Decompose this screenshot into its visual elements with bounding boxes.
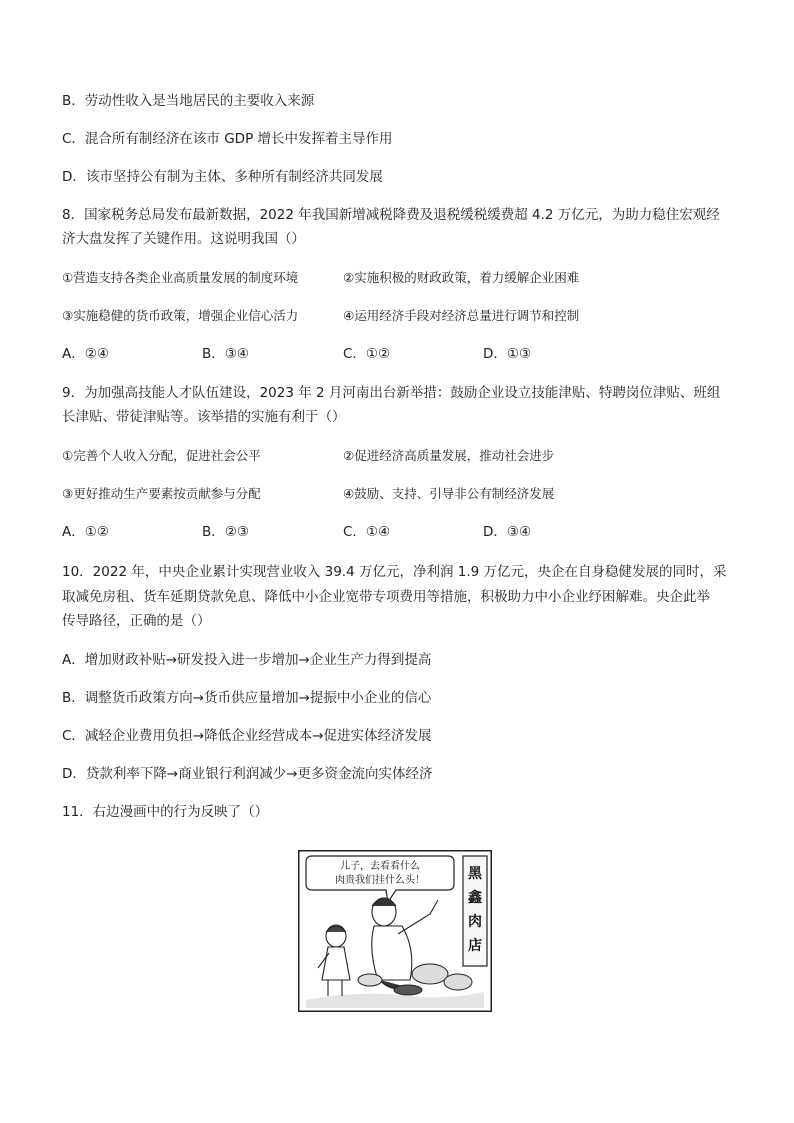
q10-stem-line2: 取减免房租、货车延期贷款免息、降低中小企业宽带专项费用等措施，积极助力中小企业纾困解难。央企此举 <box>62 589 710 605</box>
q8-stem-line1: 8．国家税务总局发布最新数据，2022 年我国新增减税降费及退税缓税缓费超 4.2 万亿元，为助力稳住宏观经 <box>62 207 720 223</box>
speech-line-2: 肉贵我们挂什么头！ <box>335 875 425 886</box>
cartoon-illustration <box>298 850 492 1012</box>
q9-answer-b: B．②③ <box>202 524 249 540</box>
q8-choice-4: ④运用经济手段对经济总量进行调节和控制 <box>343 308 580 323</box>
q8-answer-d: D．①③ <box>483 346 532 362</box>
q10-option-d: D．贷款利率下降→商业银行利润减少→更多资金流向实体经济 <box>62 766 433 782</box>
q9-stem-line1: 9．为加强高技能人才队伍建设，2023 年 2 月河南出台新举措：鼓励企业设立技能津贴、特聘岗位津贴、班组 <box>62 385 721 401</box>
q9-choice-3: ③更好推动生产要素按贡献参与分配 <box>62 486 261 501</box>
q9-choice-1: ①完善个人收入分配，促进社会公平 <box>62 448 261 463</box>
q9-stem-line2: 长津贴、带徒津贴等。该举措的实施有利于（） <box>62 409 346 425</box>
q9-answer-a: A．①② <box>62 524 109 540</box>
q8-answer-a: A．②④ <box>62 346 109 362</box>
q8-answer-b: B．③④ <box>202 346 249 362</box>
q9-answer-c: C．①④ <box>343 524 391 540</box>
q8-answer-c: C．①② <box>343 346 391 362</box>
q10-stem-line3: 传导路径，正确的是（） <box>62 613 211 629</box>
sign-char-2: 鑫 <box>468 890 482 906</box>
q9-choice-2: ②促进经济高质量发展，推动社会进步 <box>343 448 555 463</box>
sign-char-4: 店 <box>468 938 482 954</box>
q10-stem-line1: 10．2022 年，中央企业累计实现营业收入 39.4 万亿元，净利润 1.9 万亿元，央企在自身稳健发展的同时，采 <box>62 564 727 580</box>
q10-option-a: A．增加财政补贴→研发投入进一步增加→企业生产力得到提高 <box>62 652 432 668</box>
q11-stem: 11．右边漫画中的行为反映了（） <box>62 804 269 820</box>
shop-sign <box>463 856 487 966</box>
q7-option-b: B．劳动性收入是当地居民的主要收入来源 <box>62 93 315 109</box>
q8-choice-1: ①营造支持各类企业高质量发展的制度环境 <box>62 270 299 285</box>
q8-stem-line2: 济大盘发挥了关键作用。这说明我国（） <box>62 231 305 247</box>
q10-option-b: B．调整货币政策方向→货币供应量增加→提振中小企业的信心 <box>62 690 432 706</box>
q9-choice-4: ④鼓励、支持、引导非公有制经济发展 <box>343 486 555 501</box>
sign-char-1: 黑 <box>468 866 482 882</box>
q10-option-c: C．减轻企业费用负担→降低企业经营成本→促进实体经济发展 <box>62 728 432 744</box>
q8-choice-2: ②实施积极的财政政策，着力缓解企业困难 <box>343 270 580 285</box>
q9-answer-d: D．③④ <box>483 524 532 540</box>
q8-choice-3: ③实施稳健的货币政策，增强企业信心活力 <box>62 308 299 323</box>
q7-option-c: C．混合所有制经济在该市 GDP 增长中发挥着主导作用 <box>62 131 393 147</box>
sign-char-3: 肉 <box>468 914 482 930</box>
speech-line-1: 儿子，去看看什么 <box>340 861 420 872</box>
q7-option-d: D．该市坚持公有制为主体、多种所有制经济共同发展 <box>62 169 383 185</box>
